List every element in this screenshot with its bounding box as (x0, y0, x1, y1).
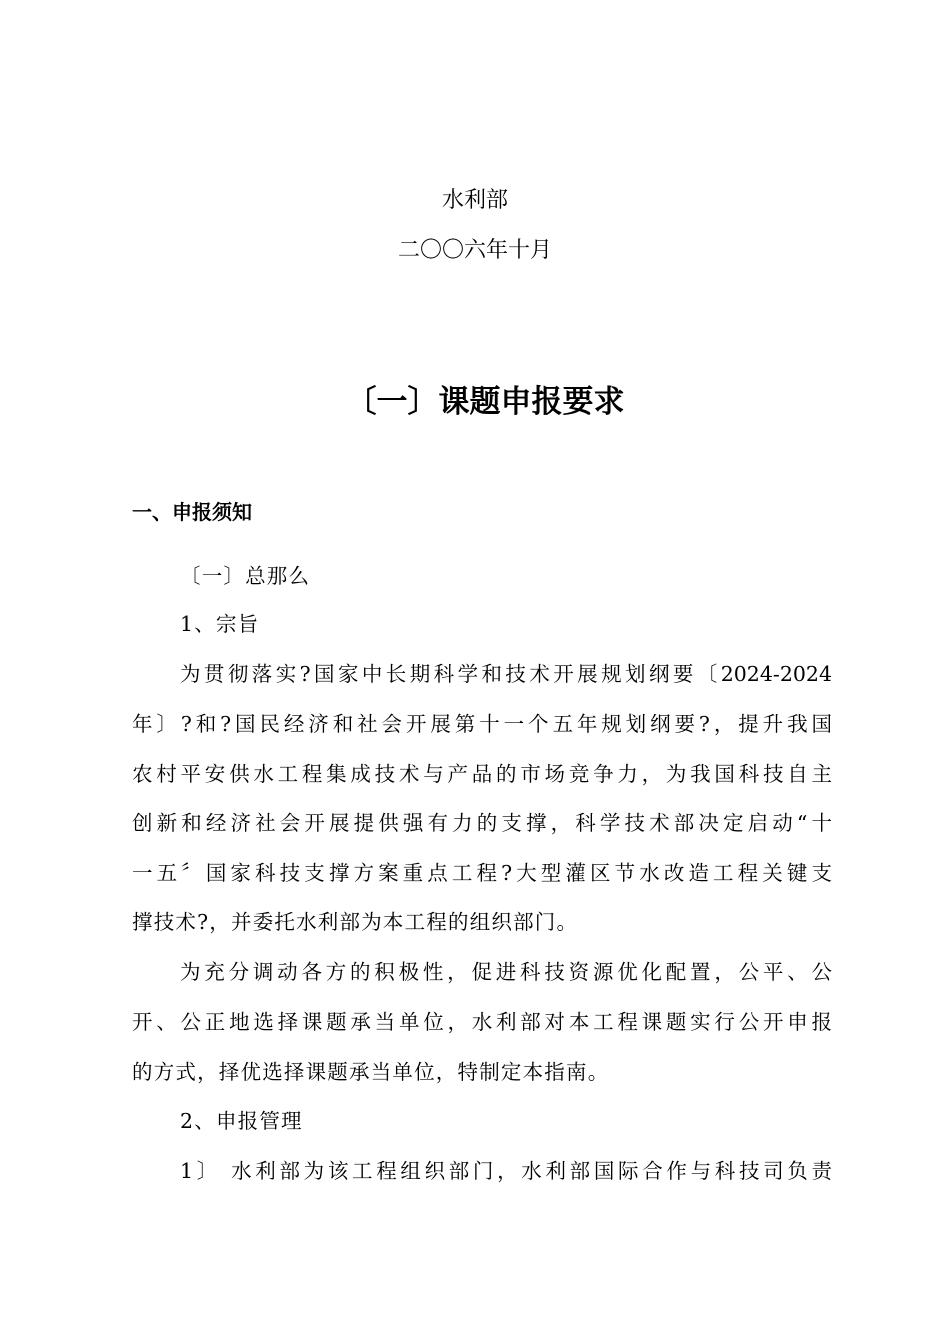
document-date: 二〇〇六年十月 (397, 238, 552, 263)
paragraph-line: 撑技术?，并委托水利部为本工程的组织部门。 (132, 910, 579, 934)
paragraph-line: 的方式，择优选择课题承当单位，特制定本指南。 (132, 1060, 610, 1084)
subsection-heading: 〔一〕总那么 (180, 564, 311, 588)
item-title-purpose: 1、宗旨 (180, 612, 260, 636)
item-title-management: 2、申报管理 (180, 1109, 303, 1133)
paragraph-line: 开、公正地选择课题承当单位，水利部对本工程课题实行公开申报 (132, 1010, 832, 1034)
paragraph-line: 1〕 水利部为该工程组织部门，水利部国际合作与科技司负责 (180, 1159, 832, 1183)
paragraph-line: 年〕?和?国民经济和社会开展第十一个五年规划纲要?，提升我国 (132, 712, 832, 736)
page-title: 〔一〕课题申报要求 (345, 384, 625, 420)
organization-name: 水利部 (441, 188, 508, 213)
paragraph-line: 为贯彻落实?国家中长期科学和技术开展规划纲要〔2024-2024 (180, 662, 832, 686)
paragraph-line: 农村平安供水工程集成技术与产品的市场竞争力，为我国科技自主 (132, 762, 832, 786)
section-heading: 一、申报须知 (132, 500, 252, 524)
paragraph-line: 一五〞国家科技支撑方案重点工程?大型灌区节水改造工程关键支 (132, 861, 832, 885)
paragraph-line: 创新和经济社会开展提供强有力的支撑，科学技术部决定启动“十 (132, 811, 832, 835)
paragraph-line: 为充分调动各方的积极性，促进科技资源优化配置，公平、公 (180, 960, 832, 984)
